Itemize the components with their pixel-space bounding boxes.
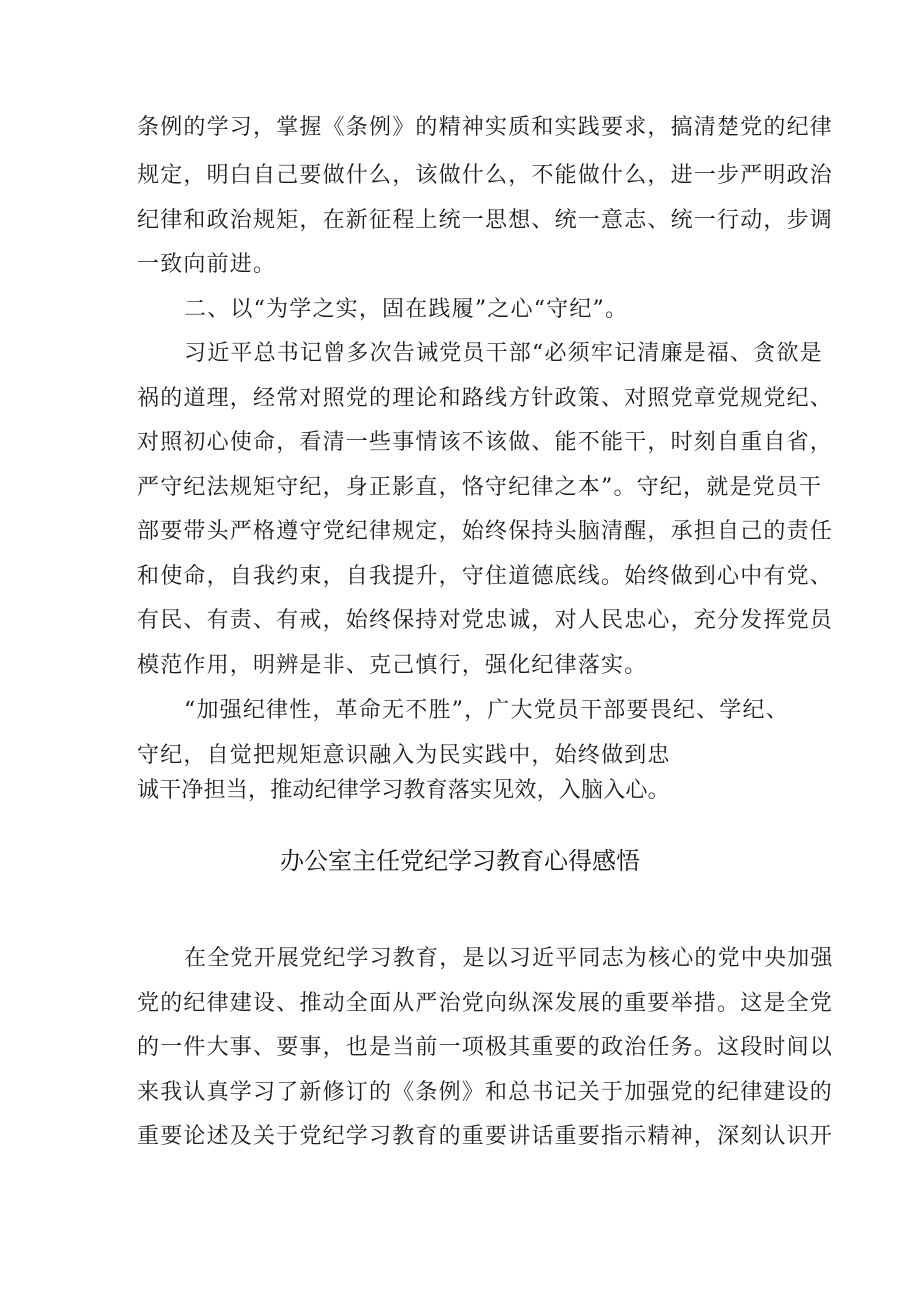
text-line: 部要带头严格遵守党纪律规定，始终保持头脑清醒，承担自己的责任 [137,519,834,544]
text-line: 严守纪法规矩守纪，身正影直，恪守纪律之本”。守纪，就是党员干 [137,475,823,500]
text-line: “加强纪律性，革命无不胜”，广大党员干部要畏纪、学纪、 [184,698,789,723]
text-line: 祸的道理，经常对照党的理论和路线方针政策、对照党章党规党纪、 [137,386,834,411]
text-line: 有民、有责、有戒，始终保持对党忠诚，对人民忠心，充分发挥党员 [137,608,834,633]
text-line: 和使命，自我约束，自我提升，守住道德底线。始终做到心中有党、 [137,564,834,589]
section-heading: 二、以“为学之实，固在践履”之心“守纪”。 [184,297,629,322]
text-line: 来我认真学习了新修订的《条例》和总书记关于加强党的纪律建设的 [137,1080,834,1105]
text-line: 习近平总书记曾多次告诫党员干部“必须牢记清廉是福、贪欲是 [184,341,823,366]
text-line: 一致向前进。 [137,252,277,277]
text-line: 在全党开展党纪学习教育，是以习近平同志为核心的党中央加强 [184,946,834,971]
text-line: 党的纪律建设、推动全面从严治党向纵深发展的重要举措。这是全党 [137,991,834,1016]
text-line: 对照初心使命，看清一些事情该不该做、能不能干，时刻自重自省， [137,430,834,455]
text-line: 守纪，自觉把规矩意识融入为民实践中，始终做到忠 [137,743,671,768]
text-line: 的一件大事、要事，也是当前一项极其重要的政治任务。这段时间以 [137,1035,834,1060]
article-title: 办公室主任党纪学习教育心得感悟 [280,847,640,875]
text-line: 纪律和政治规矩，在新征程上统一思想、统一意志、统一行动，步调 [137,208,834,233]
text-line: 规定，明白自己要做什么，该做什么，不能做什么，进一步严明政治 [137,163,834,188]
text-line: 模范作用，明辨是非、克己慎行，强化纪律落实。 [137,653,648,678]
text-line: 诚干净担当，推动纪律学习教育落实见效，入脑入心。 [137,778,670,803]
text-line: 条例的学习，掌握《条例》的精神实质和实践要求，搞清楚党的纪律 [137,115,834,140]
text-line: 重要论述及关于党纪学习教育的重要讲话重要指示精神，深刻认识开 [137,1124,834,1149]
